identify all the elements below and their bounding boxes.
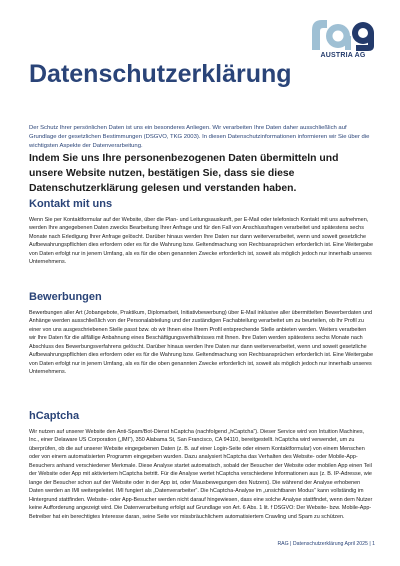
section-body: Wenn Sie per Kontaktformular auf der Website, über die Plan- und Leitungsauskunft, per E-Mail oder telefonisch Kontakt mit uns aufnehmen, werden Ihre angegebenen Daten zwecks Bearbeitung Ihrer Anfrage und für den Fall von Anschlussfragen verarbeitet und spätestens sechs Monate nach Erledigung Ihrer Anfrage gelöscht. Darüber hinaus werden Ihre Daten nur dann weiterverarbeitet, wenn und soweit gesetzliche Aufbewahrungspflichten dies erfordern oder es für die Wahrung bzw. Geltendmachung von Rechtsansprüchen erforderlich ist. Eine Weitergabe von Daten erfolgt nur in jenem Umfang, als es für die oben genannten Zwecke erforderlich ist, soweit als möglich jedoch nur innerhalb unseres Unternehmens. [29,217,373,266]
section-hcaptcha [29,410,374,521]
logo-subtitle: AUSTRIA AG [320,52,366,59]
intro-paragraph: Der Schutz Ihrer persönlichen Daten ist uns ein besonderes Anliegen. Wir verarbeiten Ihre Daten daher ausschließlich auf Grundlage der gesetzlichen Bestimmungen (DSGVO, TKG 2003). In diesen Datenschutzinformationen informieren wir Sie über die wichtigsten Aspekte der Datenverarbeitung. [29,125,370,149]
rag-logo-icon [310,16,376,52]
lead-statement: Indem Sie uns Ihre personenbezogenen Daten übermitteln und unsere Website nutzen, bestätigen Sie, dass sie diese Datenschutzerklärung gelesen und verstanden haben. [29,153,339,194]
section-bewerbungen [29,291,374,377]
section-body: Bewerbungen aller Art (Jobangebote, Praktikum, Diplomarbeit, Initiativbewerbung) über E-Mail inklusive aller übermittelten Bewerberdaten und Anhänge werden ausschließlich von der Personalabteilung und der zuständigen Fachabteilung verarbeitet um zu beurteilen, ob Ihr Profil zu einer von uns ausgeschriebenen Stelle passt bzw. ob wir Ihnen eine Ihrem Profil entsprechende Stelle anbieten werden. Weiters verarbeiten wir Ihre Daten für die allfällige Anbahnung eines Beschäftigungsverhältnisses mit Ihnen. Ihre Daten werden spätestens sechs Monate nach Abschluss des Bewerbungsverfahrens gelöscht. Darüber hinaus werden Ihre Daten nur dann weiterverarbeitet, wenn und soweit gesetzliche Aufbewahrungspflichten dies erfordern oder es für die Wahrung bzw. Geltendmachung von Rechtsansprüchen erforderlich ist. Eine Weitergabe von Daten erfolgt nur in jenem Umfang, als es für die oben genannten Zwecke erforderlich ist, soweit als möglich jedoch nur innerhalb unseres Unternehmens. [29,310,373,376]
page-footer: RAG | Datenschutzerklärung April 2025 | 1 [277,541,375,547]
section-kontakt [29,198,374,267]
section-heading: Bewerbungen [29,291,102,303]
section-heading: hCaptcha [29,410,80,422]
rag-logo [310,16,376,62]
section-heading: Kontakt mit uns [29,198,113,210]
page-title: Datenschutzerklärung [29,60,292,88]
section-body: Wir nutzen auf unserer Website den Anti-Spam/Bot-Dienst hCaptcha (nachfolgend „hCaptcha“). Dieser Service wird von Intuition Machines, Inc., einer Delaware US Corporation („IMI“), 350 Alabama St, San Francisco, CA 94110, bereitgestellt. hCaptcha wird verwendet, um zu überprüfen, ob die auf unserer Website eingegebenen Daten (z. B. auf einer Login-Seite oder einem Kontaktformular) von einem Menschen oder von einem automatisierten Programm eingegeben wurden. Dazu analysiert hCaptcha das Verhalten des Website- oder Mobile-App-Besuchers anhand verschiedener Merkmale. Diese Analyse startet automatisch, sobald der Besucher der Website oder mobilen App einen Teil der Website oder App mit aktiviertem hCaptcha betritt. Für die Analyse wertet hCaptcha verschiedene Informationen aus (z. B. IP-Adresse, wie lange der Besucher schon auf der Website oder in der App ist, oder Mausbewegungen des Nutzers). Die während der Analyse erhobenen Daten werden an IMI weitergeleitet. IMI fungiert als „Datenverarbeiter“. Die hCaptcha-Analyse im „unsichtbaren Modus“ kann vollständig im Hintergrund stattfinden. Website- oder App-Besucher werden nicht darauf hingewiesen, dass eine solche Analyse stattfindet, wenn dem Nutzer keine Aufforderung angezeigt wird. Die Datenverarbeitung erfolgt auf Grundlage von Art. 6 Abs. 1 lit. f DSGVO: Der Website- bzw. Mobile-App-Betreiber hat ein berechtigtes Interesse daran, seine Seite vor missbräuchlichem automatisiertem Crawling und Spam zu schützen. [29,429,373,520]
